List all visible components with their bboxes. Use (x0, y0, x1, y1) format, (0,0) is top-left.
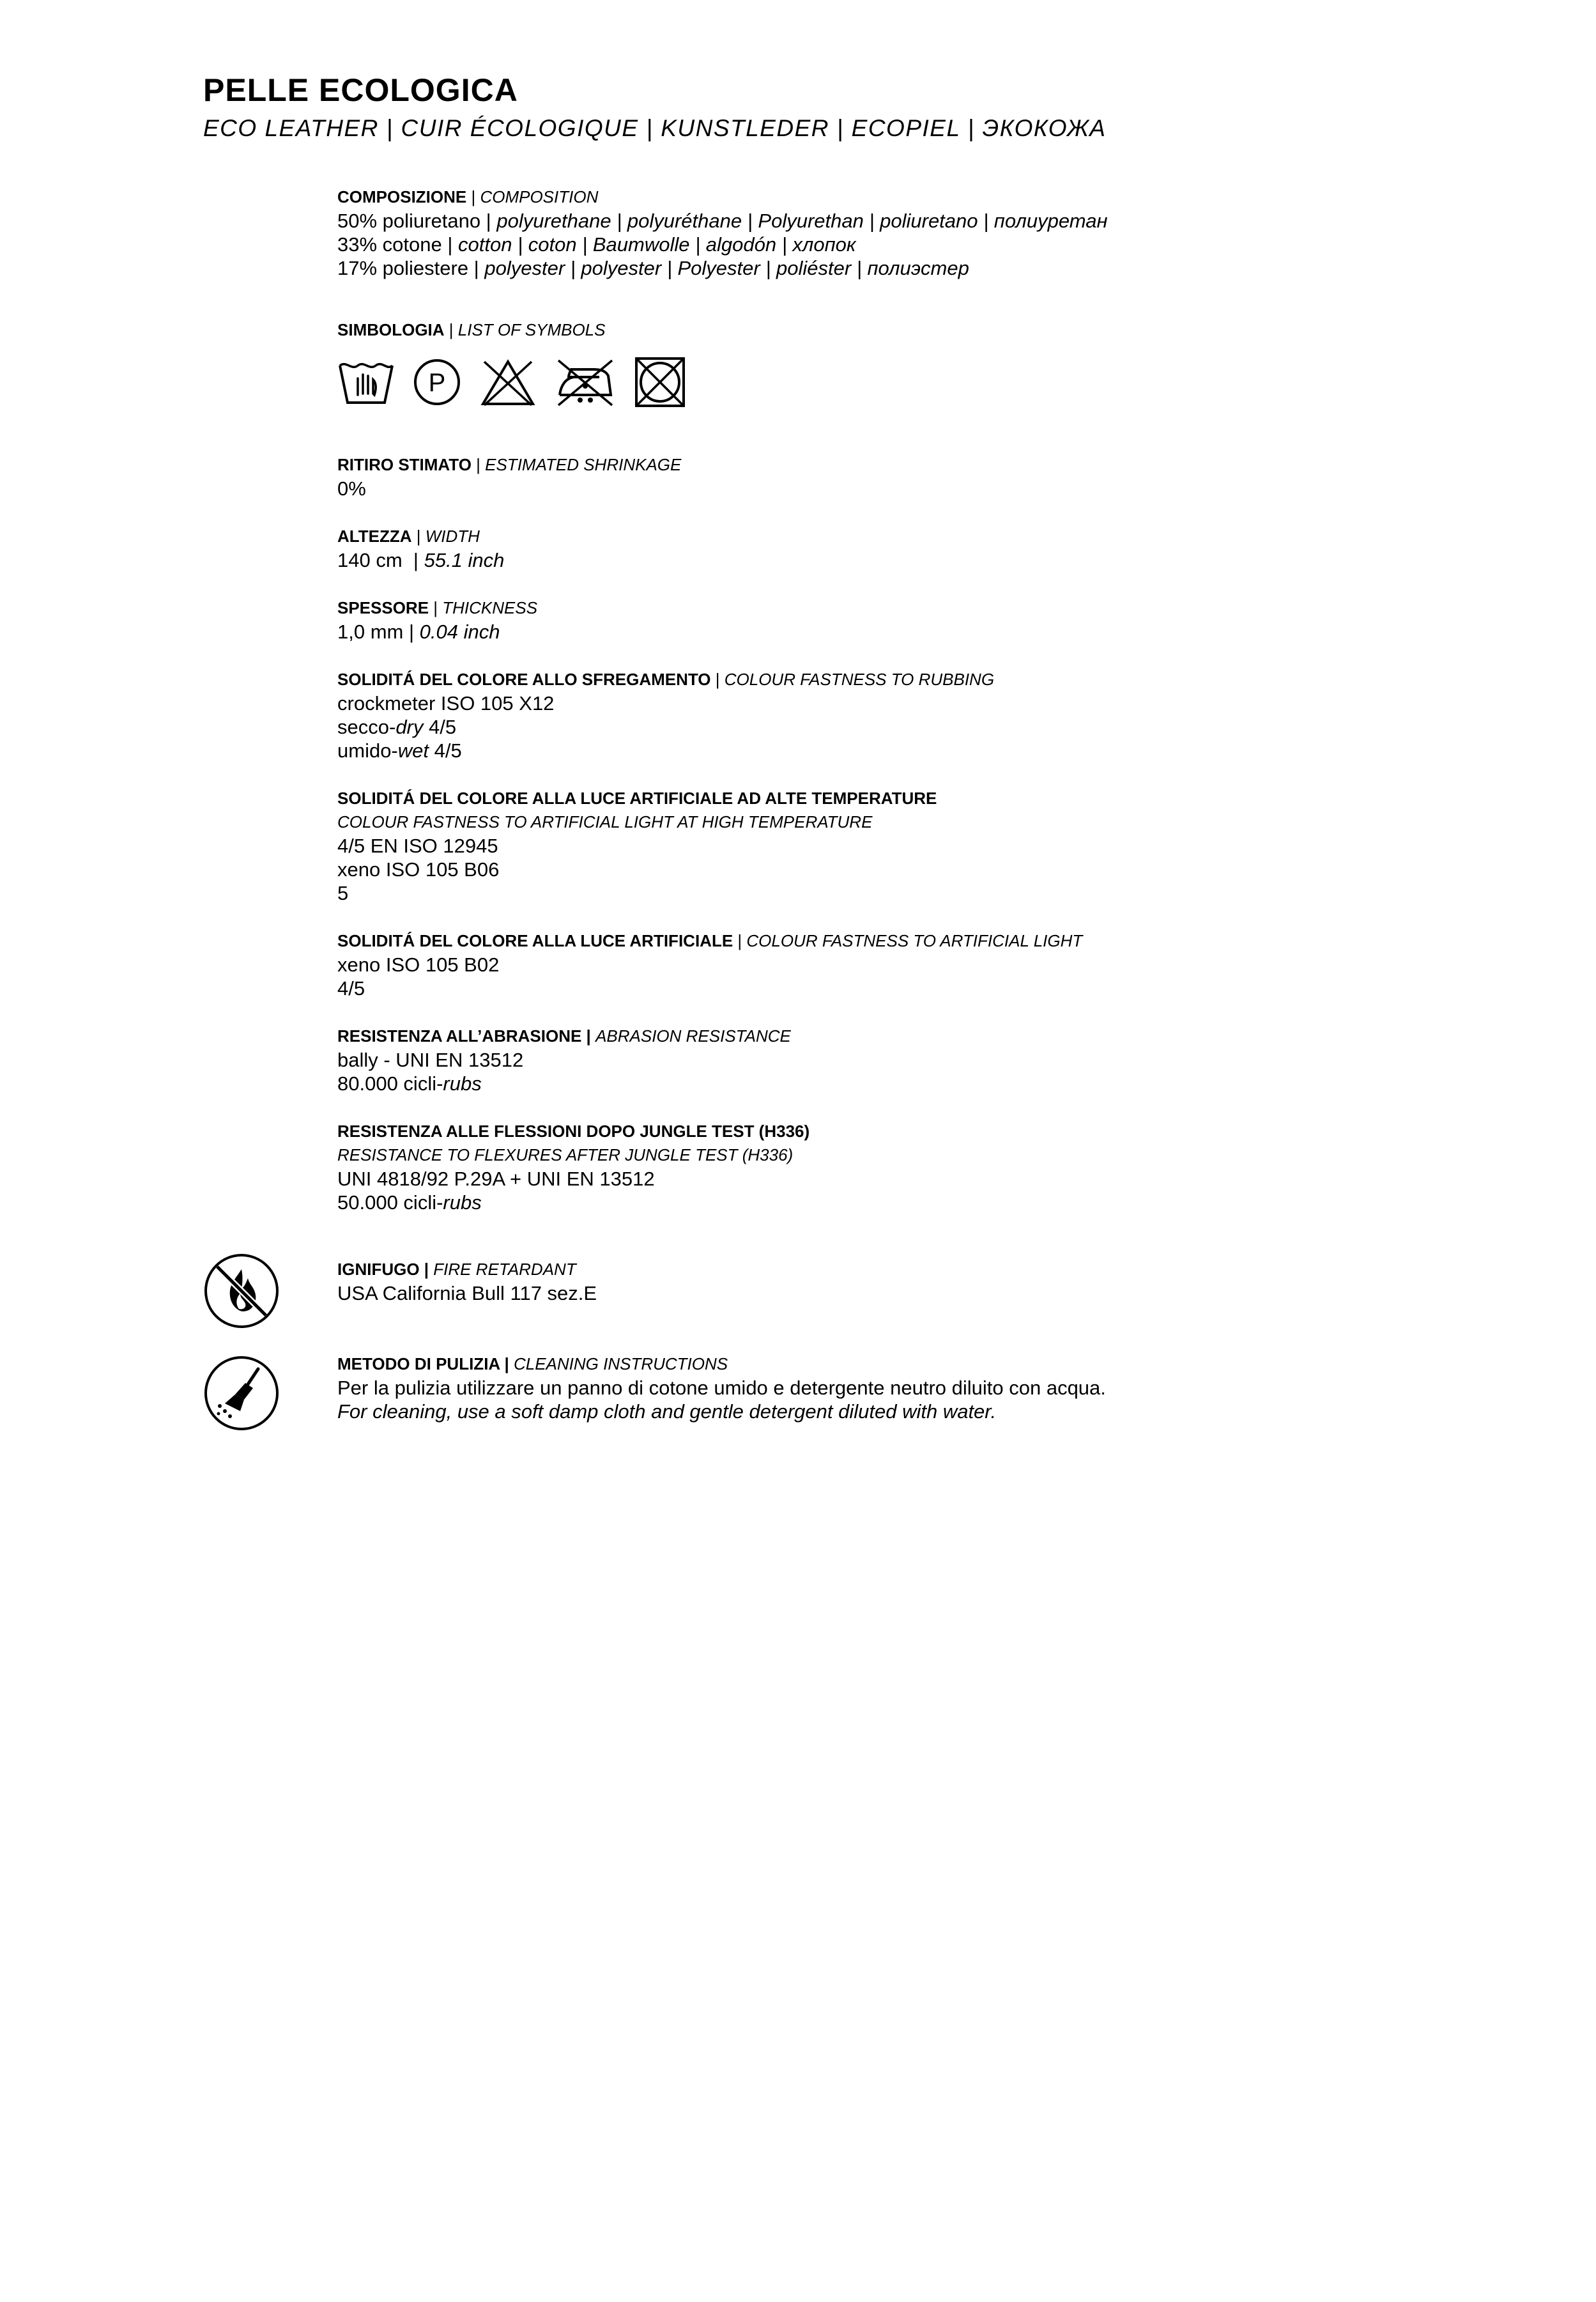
width-value: 140 cm | 55.1 inch (337, 549, 505, 571)
professional-dry-clean-p-icon (413, 358, 461, 406)
light-section (337, 929, 1551, 1000)
thickness-heading: SPESSORE | THICKNESS (337, 598, 538, 617)
composition-row: 50% poliuretano | polyurethane | polyuréthane | Polyurethan | poliuretano | полиуретан (337, 210, 1108, 232)
shrinkage-section (337, 453, 1551, 500)
composition-row: 17% poliestere | polyester | polyester | Polyester | poliéster | полиэстер (337, 257, 969, 279)
composition-row: 33% cotone | cotton | coton | Baumwolle | algodón | хлопок (337, 233, 856, 256)
light-high-temp-line: xeno ISO 105 B06 (337, 858, 500, 881)
light-line: 4/5 (337, 977, 365, 1000)
light-line: xeno ISO 105 B02 (337, 954, 500, 976)
symbols-section (337, 318, 1551, 408)
svg-text:P: P (428, 369, 446, 397)
rubbing-section (337, 668, 1551, 762)
composition-section (337, 185, 1551, 280)
care-symbols (337, 356, 1551, 408)
spec-content (337, 185, 1551, 1448)
shrinkage-heading: RITIRO STIMATO | ESTIMATED SHRINKAGE (337, 455, 682, 474)
rubbing-method: crockmeter ISO 105 X12 (337, 692, 555, 715)
cleaning-text-it: Per la pulizia utilizzare un panno di cotone umido e detergente neutro diluito con acqua. (337, 1377, 1106, 1399)
thickness-value: 1,0 mm | 0.04 inch (337, 621, 500, 643)
cleaning-heading: METODO DI PULIZIA | CLEANING INSTRUCTIONS (337, 1354, 728, 1373)
abrasion-method: bally - UNI EN 13512 (337, 1049, 524, 1071)
light-high-temp-line: 4/5 EN ISO 12945 (337, 835, 498, 857)
light-high-temp-section (337, 787, 1551, 905)
flexures-method: UNI 4818/92 P.29A + UNI EN 13512 (337, 1168, 655, 1190)
composition-heading: COMPOSIZIONE | COMPOSITION (337, 187, 599, 206)
thickness-section (337, 596, 1551, 644)
do-not-iron-icon (555, 357, 616, 408)
fire-section (337, 1258, 1551, 1305)
rubbing-wet: umido-wet 4/5 (337, 739, 462, 762)
light-high-temp-heading: SOLIDITÁ DEL COLORE ALLA LUCE ARTIFICIALE AD ALTE TEMPERATURE (337, 789, 937, 808)
flexures-value: 50.000 cicli-rubs (337, 1191, 482, 1214)
flexures-heading-en: RESISTANCE TO FLEXURES AFTER JUNGLE TEST (H336) (337, 1145, 794, 1164)
do-not-tumble-dry-icon (634, 356, 686, 408)
abrasion-value: 80.000 cicli-rubs (337, 1072, 482, 1095)
light-high-temp-heading-en: COLOUR FASTNESS TO ARTIFICIAL LIGHT AT HIGH TEMPERATURE (337, 812, 873, 831)
abrasion-section (337, 1024, 1551, 1095)
abrasion-heading: RESISTENZA ALL’ABRASIONE | ABRASION RESISTANCE (337, 1026, 791, 1046)
page-title: PELLE ECOLOGICA (203, 72, 518, 108)
light-high-temp-line: 5 (337, 882, 349, 904)
width-section (337, 525, 1551, 572)
light-heading: SOLIDITÁ DEL COLORE ALLA LUCE ARTIFICIALE | COLOUR FASTNESS TO ARTIFICIAL LIGHT (337, 931, 1083, 950)
rubbing-dry: secco-dry 4/5 (337, 716, 457, 738)
fire-heading: IGNIFUGO | FIRE RETARDANT (337, 1260, 576, 1279)
flexures-heading: RESISTENZA ALLE FLESSIONI DOPO JUNGLE TEST (H336) (337, 1122, 810, 1141)
cleaning-brush-icon (203, 1355, 280, 1432)
flexures-section (337, 1120, 1551, 1214)
cleaning-text-en: For cleaning, use a soft damp cloth and gentle detergent diluted with water. (337, 1400, 997, 1423)
do-not-bleach-icon (479, 357, 537, 408)
cleaning-section (337, 1352, 1551, 1423)
width-heading: ALTEZZA | WIDTH (337, 527, 480, 546)
rubbing-heading: SOLIDITÁ DEL COLORE ALLO SFREGAMENTO | COLOUR FASTNESS TO RUBBING (337, 670, 995, 689)
shrinkage-value: 0% (337, 477, 366, 500)
hand-wash-icon (337, 357, 395, 408)
page-subtitle: ECO LEATHER | CUIR ÉCOLOGIQUE | KUNSTLEDER | ECOPIEL | ЭКОКОЖА (203, 115, 1107, 141)
symbols-heading: SIMBOLOGIA | LIST OF SYMBOLS (337, 320, 606, 339)
fire-value: USA California Bull 117 sez.E (337, 1282, 597, 1304)
no-fire-icon (203, 1253, 280, 1329)
